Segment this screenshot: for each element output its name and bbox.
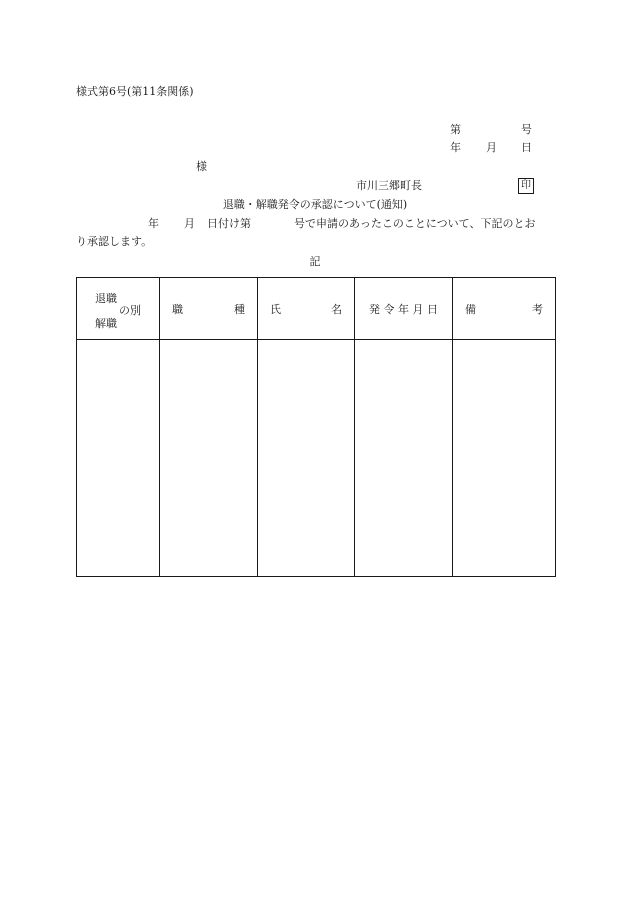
form-number: 様式第6号(第11条関係) (76, 85, 194, 98)
body-month-label: 月 (184, 217, 195, 230)
date-year-label: 年 (450, 141, 461, 154)
cell-job-type (160, 340, 258, 577)
addressee-honorific: 様 (196, 160, 207, 173)
header-name (258, 278, 355, 340)
table-header-row (77, 278, 556, 340)
header-type-label: の別 (119, 304, 141, 317)
seal-mark: 印 (518, 178, 534, 194)
header-issue-date-label: 発 令 年 月 日 (369, 302, 438, 316)
header-job-type (160, 278, 258, 340)
issuer-name: 市川三郷町長 (356, 179, 422, 192)
document-number-prefix: 第 (450, 123, 461, 136)
body-year-label: 年 (148, 217, 159, 230)
header-name-char-2: 名 (331, 302, 342, 316)
header-remarks-char-1: 備 (465, 302, 476, 316)
date-day-label: 日 (521, 141, 532, 154)
body-day-number-label: 日付け第 (207, 217, 251, 230)
date-month-label: 月 (486, 141, 497, 154)
header-remarks-char-2: 考 (532, 302, 543, 316)
record-table (76, 277, 556, 577)
cell-remarks (453, 340, 556, 577)
body-line-2: り承認します。 (76, 235, 153, 248)
ki-heading: 記 (309, 255, 321, 268)
header-job-type-char-1: 職 (172, 302, 183, 316)
header-job-type-char-2: 種 (234, 302, 245, 316)
header-issue-date (355, 278, 453, 340)
document-number-suffix: 号 (521, 123, 532, 136)
header-remarks (453, 278, 556, 340)
table-row (77, 340, 556, 577)
document-title: 退職・解職発令の承認について(通知) (222, 198, 408, 211)
header-retire-or-dismiss (77, 278, 160, 340)
header-retire-label: 退職 (95, 292, 117, 305)
header-dismiss-label: 解職 (95, 317, 117, 330)
cell-name (258, 340, 355, 577)
header-name-char-1: 氏 (270, 302, 281, 316)
cell-retire-or-dismiss (77, 340, 160, 577)
cell-issue-date (355, 340, 453, 577)
body-main-text: 号で申請のあったこのことについて、下記のとお (294, 217, 536, 230)
